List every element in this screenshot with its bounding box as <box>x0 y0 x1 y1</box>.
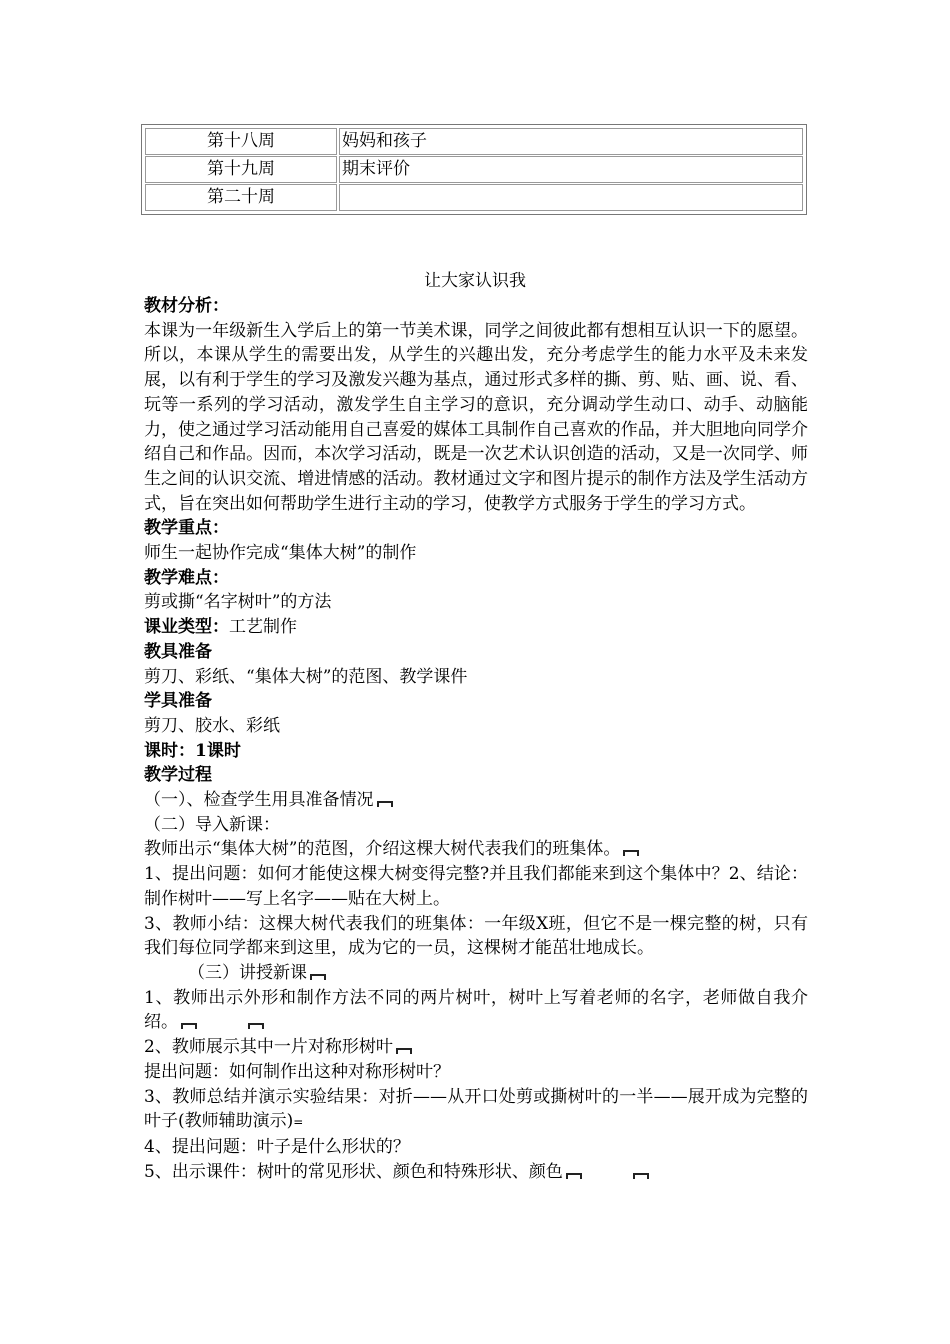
step-3-line-1-text: 1、教师出示外形和制作方法不同的两片树叶，树叶上写着老师的名字，老师做自我介绍。 <box>144 987 808 1033</box>
week-cell: 第十八周 <box>145 128 337 155</box>
step-3-line-3: 提出问题：如何制作出这种对称形树叶？ <box>144 1061 450 1082</box>
student-tools-text: 剪刀、胶水、彩纸 <box>144 715 280 736</box>
type-text: 工艺制作 <box>229 617 297 638</box>
anchor-mark-icon <box>633 1173 649 1179</box>
process-heading: 教学过程 <box>144 765 212 786</box>
step-2-line-1-text: 教师出示“集体大树”的范图，介绍这棵大树代表我们的班集体。 <box>144 839 621 860</box>
type-line <box>144 615 808 640</box>
difficulty-heading: 教学难点： <box>144 567 229 588</box>
anchor-mark-icon <box>377 801 393 807</box>
anchor-mark-icon <box>566 1173 582 1179</box>
step-3-line-4-text: 3、教师总结并演示实验结果：对折——从开口处剪或撕树叶的一半——展开成为完整的叶子(教师辅助演示) <box>144 1086 808 1132</box>
table-row <box>144 156 804 183</box>
step-2-line-2: 1、提出问题：如何才能使这棵大树变得完整?并且我们都能来到这个集体中？2、结论：制作树叶——写上名字——贴在大树上。 <box>144 864 808 909</box>
lesson-title: 让大家认识我 <box>424 271 526 291</box>
key-text: 师生一起协作完成“集体大树”的制作 <box>144 543 417 564</box>
step-2: （二）导入新课： <box>144 814 280 835</box>
anchor-mark-icon <box>396 1048 412 1054</box>
key-heading: 教学重点： <box>144 518 229 539</box>
week-cell: 第十九周 <box>145 156 337 183</box>
topic-cell <box>339 184 803 211</box>
step-3-text: （三）讲授新课 <box>188 962 307 983</box>
step-3-line-2-text: 2、教师展示其中一片对称形树叶 <box>144 1037 393 1058</box>
type-heading: 课业类型： <box>144 617 229 638</box>
step-2-line-1 <box>144 837 808 862</box>
analysis-text: 本课为一年级新生入学后上的第一节美术课，同学之间彼此都有想相互认识一下的愿望。所以，本课从学生的需要出发，从学生的兴趣出发，充分考虑学生的能力水平及未来发展，以有利于学生的学习及激发兴趣为基点，通过形式多样的撕、剪、贴、画、说、看、玩等一系列的学习活动，激发学生自主学习的意识，充分调动学生动口、动手、动脑能力，使之通过学习活动能用自己喜爱的媒体工具制作自己喜欢的作品，并大胆地向同学介绍自己和作品。因而，本次学习活动，既是一次艺术认识创造的活动，又是一次同学、师生之间的认识交流、增进情感的活动。教材通过文字和图片提示的制作方法及学生活动方式，旨在突出如何帮助学生进行主动的学习，使教学方式服务于学生的学习方式。 <box>144 320 808 514</box>
difficulty-text: 剪或撕“名字树叶”的方法 <box>144 592 332 613</box>
tools-text: 剪刀、彩纸、“集体大树”的范图、教学课件 <box>144 666 468 687</box>
step-3-line-6-text: 5、出示课件：树叶的常见形状、颜色和特殊形状、颜色 <box>144 1161 563 1182</box>
hours-heading: 课时：1课时 <box>144 740 241 761</box>
step-2-line-3: 3、教师小结：这棵大树代表我们的班集体：一年级X班，但它不是一棵完整的树，只有我们每位同学都来到这里，成为它的一员，这棵树才能茁壮地成长。 <box>144 913 808 959</box>
table-row <box>144 184 804 211</box>
lesson-body <box>144 294 808 1184</box>
step-3-line-4 <box>144 1085 808 1135</box>
topic-cell: 妈妈和孩子 <box>339 128 803 155</box>
equals-mark: = <box>293 1115 304 1130</box>
week-cell: 第二十周 <box>145 184 337 211</box>
step-1 <box>144 788 808 813</box>
anchor-mark-icon <box>623 850 639 856</box>
table-row <box>144 128 804 155</box>
anchor-mark-icon <box>181 1023 197 1029</box>
schedule-table <box>141 124 807 215</box>
step-3-line-1 <box>144 986 808 1035</box>
tools-heading: 教具准备 <box>144 641 212 662</box>
step-1-text: （一）、检查学生用具准备情况 <box>144 790 374 811</box>
step-3-line-2 <box>144 1035 808 1060</box>
analysis-heading: 教材分析： <box>144 296 229 316</box>
anchor-mark-icon <box>248 1023 264 1029</box>
anchor-mark-icon <box>310 974 326 980</box>
student-tools-heading: 学具准备 <box>144 691 212 712</box>
step-3-line-5: 4、提出问题：叶子是什么形状的？ <box>144 1136 410 1157</box>
step-3 <box>144 961 808 986</box>
topic-cell: 期末评价 <box>339 156 803 183</box>
step-3-line-6 <box>144 1160 808 1185</box>
